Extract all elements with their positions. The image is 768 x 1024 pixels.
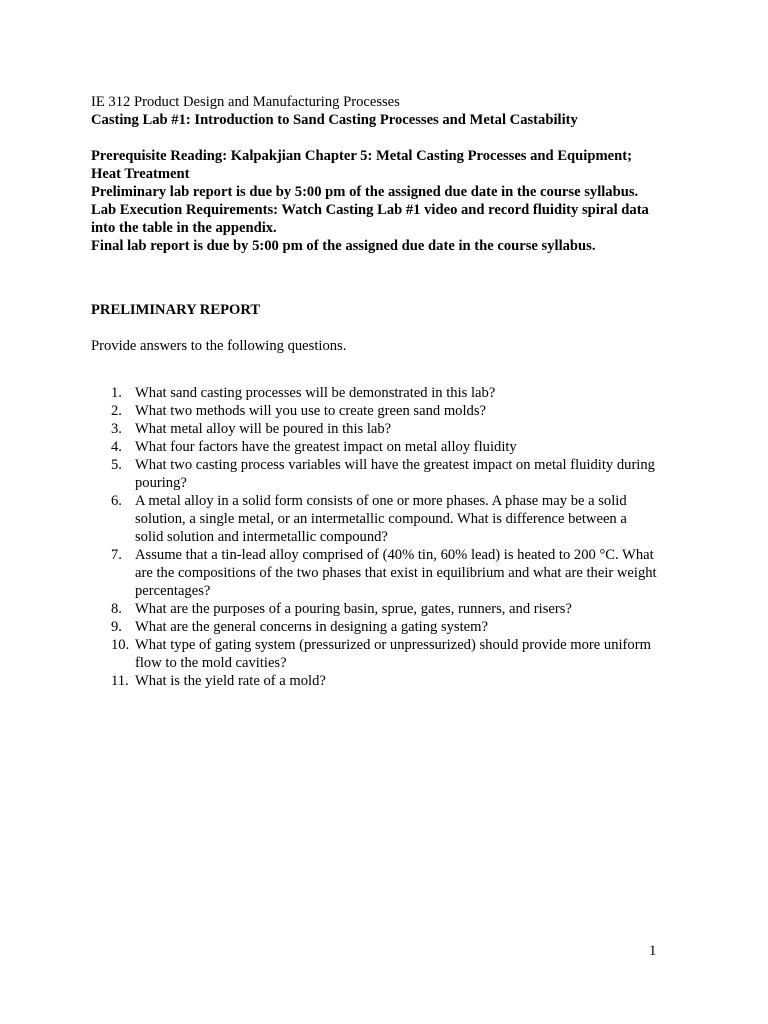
question-list <box>91 384 691 690</box>
question-item <box>91 438 705 456</box>
question-number: 3. <box>111 421 122 437</box>
preliminary-due-statement: Preliminary lab report is due by 5:00 pm of the assigned due date in the course syllabus. <box>91 184 639 200</box>
question-text-line: solid solution and intermetallic compound? <box>135 529 388 545</box>
question-text-line: are the compositions of the two phases that exist in equilibrium and what are their weight <box>135 565 657 581</box>
question-number: 2. <box>111 403 122 419</box>
question-number: 6. <box>111 493 122 509</box>
questions-intro: Provide answers to the following questions. <box>91 338 347 354</box>
question-text-line: Assume that a tin-lead alloy comprised of (40% tin, 60% lead) is heated to 200 °C. What <box>135 547 654 563</box>
question-item <box>91 420 705 438</box>
page-number: 1 <box>649 943 657 959</box>
question-number: 5. <box>111 457 122 473</box>
execution-requirements-line-2: into the table in the appendix. <box>91 220 277 236</box>
question-item <box>91 456 705 492</box>
question-item <box>91 402 705 420</box>
question-item <box>91 546 705 600</box>
lab-title: Casting Lab #1: Introduction to Sand Casting Processes and Metal Castability <box>91 112 578 128</box>
course-title: IE 312 Product Design and Manufacturing Processes <box>91 94 400 110</box>
question-number: 7. <box>111 547 122 563</box>
question-text-line: What type of gating system (pressurized or unpressurized) should provide more uniform <box>135 637 651 653</box>
question-number: 4. <box>111 439 122 455</box>
final-due-statement: Final lab report is due by 5:00 pm of the assigned due date in the course syllabus. <box>91 238 596 254</box>
question-number: 1. <box>111 385 122 401</box>
question-number: 10. <box>111 637 130 653</box>
document-header <box>91 93 691 129</box>
question-text-line: flow to the mold cavities? <box>135 655 287 671</box>
prerequisite-reading-line-2: Heat Treatment <box>91 166 190 182</box>
prerequisite-reading-line-1: Prerequisite Reading: Kalpakjian Chapter 5: Metal Casting Processes and Equipment; <box>91 148 632 164</box>
question-text-line: solution, a single metal, or an intermetallic compound. What is difference between a <box>135 511 627 527</box>
question-text-line: What four factors have the greatest impact on metal alloy fluidity <box>135 439 517 455</box>
requirements-block <box>91 147 691 255</box>
question-item <box>91 636 705 672</box>
question-number: 9. <box>111 619 122 635</box>
question-item <box>91 618 705 636</box>
question-text-line: What sand casting processes will be demonstrated in this lab? <box>135 385 496 401</box>
question-text-line: What is the yield rate of a mold? <box>135 673 326 689</box>
question-item <box>91 672 705 690</box>
question-text-line: What are the purposes of a pouring basin, sprue, gates, runners, and risers? <box>135 601 572 617</box>
question-number: 8. <box>111 601 122 617</box>
document-page <box>91 93 691 690</box>
question-text-line: What are the general concerns in designing a gating system? <box>135 619 488 635</box>
question-text-line: pouring? <box>135 475 187 491</box>
question-text-line: percentages? <box>135 583 211 599</box>
question-text-line: A metal alloy in a solid form consists of one or more phases. A phase may be a solid <box>135 493 627 509</box>
question-item <box>91 600 705 618</box>
question-text-line: What metal alloy will be poured in this lab? <box>135 421 392 437</box>
question-text-line: What two methods will you use to create green sand molds? <box>135 403 486 419</box>
question-text-line: What two casting process variables will have the greatest impact on metal fluidity during <box>135 457 655 473</box>
preliminary-report-heading: PRELIMINARY REPORT <box>91 302 261 318</box>
question-item <box>91 384 705 402</box>
execution-requirements-line-1: Lab Execution Requirements: Watch Casting Lab #1 video and record fluidity spiral data <box>91 202 649 218</box>
question-number: 11. <box>111 673 129 689</box>
question-item <box>91 492 705 546</box>
